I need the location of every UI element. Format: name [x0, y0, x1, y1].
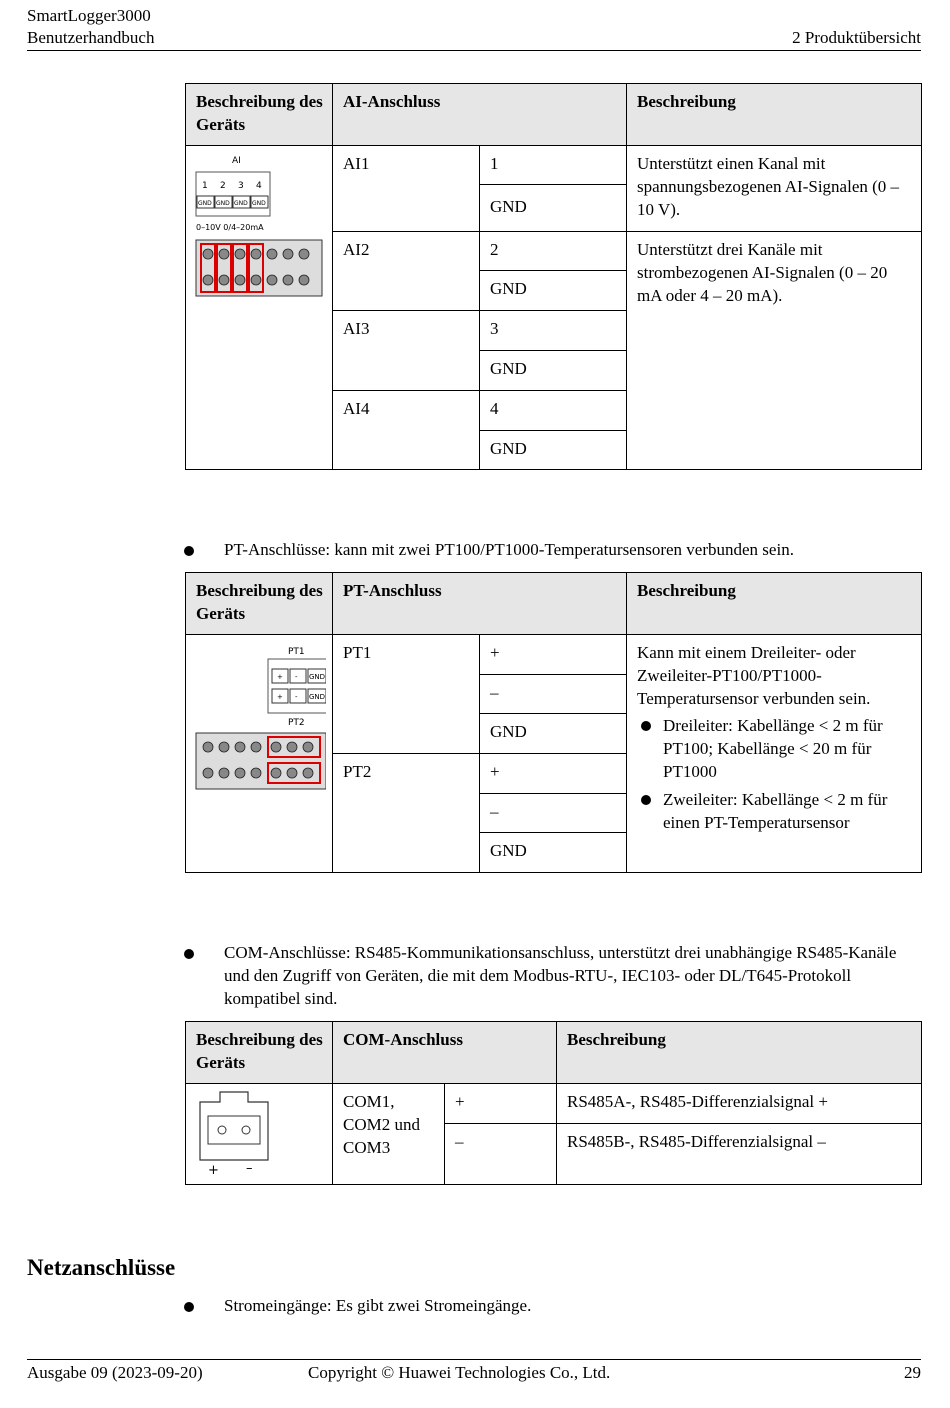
com-plus-description: RS485A-, RS485-Differenzialsignal + — [557, 1084, 922, 1124]
header-description: Beschreibung — [627, 573, 922, 635]
com-device-image-cell — [186, 1084, 333, 1185]
pt-three-wire-text: Dreileiter: Kabellänge < 2 m für PT100; Kabellänge < 20 m für PT1000 — [663, 716, 883, 781]
ai-pin-label-1: 1 — [202, 181, 208, 191]
com-port-names: COM1, COM2 und COM3 — [333, 1084, 445, 1185]
header-rule — [27, 50, 921, 51]
product-name: SmartLogger3000 — [27, 6, 151, 25]
ai1-gnd: GND — [480, 185, 627, 232]
pt-port-table — [185, 572, 922, 873]
ai3-pin: 3 — [480, 311, 627, 351]
footer-edition: Ausgabe 09 (2023-09-20) — [27, 1363, 203, 1382]
header-description: Beschreibung — [557, 1022, 922, 1084]
section-title: Netzanschlüsse — [27, 1255, 176, 1280]
com-minus-description: RS485B-, RS485-Differenzialsignal – — [557, 1124, 922, 1185]
ai-gnd-label-1: GND — [198, 200, 212, 207]
bullet-icon — [641, 795, 651, 805]
pt-device-image-cell — [186, 635, 333, 873]
list-item — [637, 714, 912, 783]
ai-pin-label-4: 4 — [256, 181, 262, 191]
ai-current-description: Unterstützt drei Kanäle mit strombezogenen AI-Signalen (0 – 20 mA oder 4 – 20 mA). — [627, 232, 922, 470]
ai-range-label: 0–10V 0/4–20mA — [196, 223, 264, 232]
header-pt-port: PT-Anschluss — [333, 573, 627, 635]
pt2-label: PT2 — [288, 718, 305, 728]
bullet-icon — [641, 721, 651, 731]
ai-device-image-cell — [186, 146, 333, 470]
footer-rule — [27, 1359, 921, 1360]
com-bullet-text: COM-Anschlüsse: RS485-Kommunikationsanschluss, unterstützt drei unabhängige RS485-Kanäle und den Zugriff von Geräten, die mit dem Modbus-RTU-, IEC103- oder DL/T645-Protokoll kompatibel sind. — [224, 943, 897, 1008]
ai2-gnd: GND — [480, 271, 627, 311]
ai-group-label: AI — [232, 156, 241, 166]
svg-text:-: - — [295, 673, 298, 681]
pt1-minus: – — [480, 675, 627, 714]
bullet-icon — [184, 546, 194, 556]
header-description: Beschreibung — [627, 84, 922, 146]
ai3-port: AI3 — [333, 311, 480, 391]
svg-text:-: - — [295, 693, 298, 701]
footer-copyright: Copyright © Huawei Technologies Co., Ltd. — [308, 1363, 611, 1382]
header-device-description: Beschreibung des Geräts — [186, 573, 333, 635]
net-bullet-text: Stromeingänge: Es gibt zwei Stromeingänge. — [224, 1296, 532, 1315]
ai4-port: AI4 — [333, 391, 480, 470]
com-plus-label: + — [208, 1163, 219, 1178]
com-plus-pin: + — [445, 1084, 557, 1124]
pt1-plus: + — [480, 635, 627, 675]
pt2-plus: + — [480, 754, 627, 794]
pt2-gnd: GND — [480, 833, 627, 873]
list-item — [637, 788, 912, 834]
com-connector-illustration — [196, 1088, 276, 1180]
ai-terminal-block-illustration — [190, 152, 326, 302]
svg-text:+: + — [277, 693, 283, 701]
com-port-table — [185, 1021, 922, 1185]
chapter-title: 2 Produktübersicht — [792, 28, 921, 47]
pt1-gnd: GND — [480, 714, 627, 754]
pt-two-wire-text: Zweileiter: Kabellänge < 2 m für einen PT-Temperatursensor — [663, 790, 888, 832]
header-device-description: Beschreibung des Geräts — [186, 1022, 333, 1084]
ai-gnd-label-2: GND — [216, 200, 230, 207]
svg-text:+: + — [277, 673, 283, 681]
page-header-left — [27, 5, 154, 49]
header-com-port: COM-Anschluss — [333, 1022, 557, 1084]
ai2-port: AI2 — [333, 232, 480, 311]
pt1-label: PT1 — [288, 647, 305, 657]
bullet-icon — [184, 949, 194, 959]
pt-gnd-label-2: GND — [309, 693, 326, 701]
ai4-pin: 4 — [480, 391, 627, 431]
ai2-pin: 2 — [480, 232, 627, 271]
pt-cable-list — [637, 714, 912, 834]
page-number: 29 — [904, 1363, 921, 1382]
pt-bullet-text: PT-Anschlüsse: kann mit zwei PT100/PT1000-Temperatursensoren verbunden sein. — [224, 540, 794, 559]
pt-description-cell — [627, 635, 922, 873]
ai1-pin: 1 — [480, 146, 627, 185]
header-device-description: Beschreibung des Geräts — [186, 84, 333, 146]
ai3-gnd: GND — [480, 351, 627, 391]
ai-port-table — [185, 83, 922, 470]
com-minus-pin: – — [445, 1124, 557, 1185]
bullet-icon — [184, 1302, 194, 1312]
manual-name: Benutzerhandbuch — [27, 28, 155, 47]
pt2-port: PT2 — [333, 754, 480, 873]
ai-pin-label-2: 2 — [220, 181, 226, 191]
header-ai-port: AI-Anschluss — [333, 84, 627, 146]
pt-description: Kann mit einem Dreileiter- oder Zweileiter-PT100/PT1000-Temperatursensor verbunden sein. — [637, 643, 871, 708]
ai1-port: AI1 — [333, 146, 480, 232]
com-minus-label: – — [246, 1161, 253, 1176]
pt2-minus: – — [480, 794, 627, 833]
pt-terminal-block-illustration — [190, 641, 326, 801]
ai4-gnd: GND — [480, 431, 627, 470]
ai-gnd-label-3: GND — [234, 200, 248, 207]
pt-gnd-label-1: GND — [309, 673, 326, 681]
ai-voltage-description: Unterstützt einen Kanal mit spannungsbezogenen AI-Signalen (0 – 10 V). — [627, 146, 922, 232]
ai-pin-label-3: 3 — [238, 181, 244, 191]
ai-gnd-label-4: GND — [252, 200, 266, 207]
pt1-port: PT1 — [333, 635, 480, 754]
